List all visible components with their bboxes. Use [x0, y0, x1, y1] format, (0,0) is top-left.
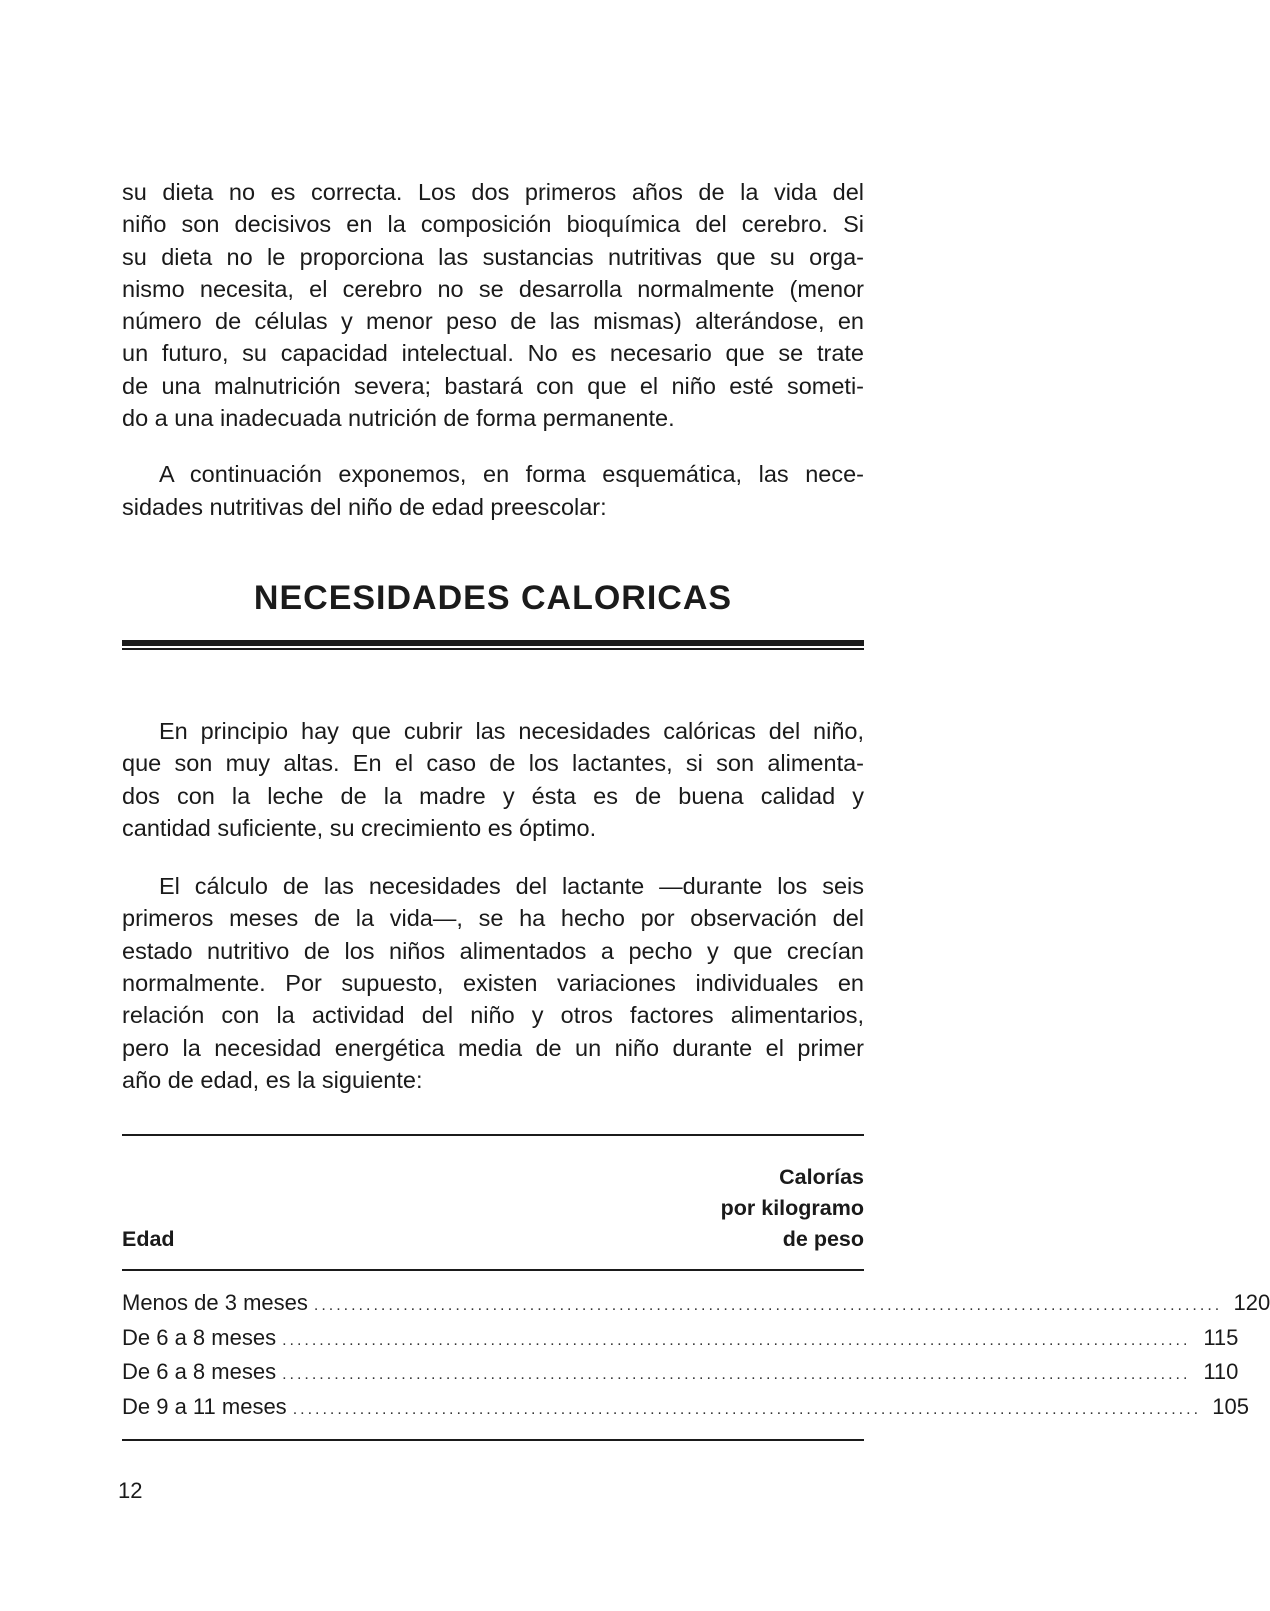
row-label: Menos de 3 meses [122, 1290, 308, 1316]
row-value: 120 [1233, 1290, 1270, 1316]
section-heading: NECESIDADES CALORICAS [253, 578, 733, 617]
table-body [122, 1271, 1270, 1439]
header-calorias-line: Calorías [779, 1165, 864, 1190]
paragraph-line: estado nutritivo de los niños alimentados a pecho y que crecían [122, 937, 864, 964]
table-row [122, 1322, 1239, 1357]
paragraph-line: que son muy altas. En el caso de los lactantes, si son alimenta- [122, 750, 864, 777]
leader-dots: .......................................................................................................................... [313, 1297, 1223, 1315]
paragraph-line: año de edad, es la siguiente: [122, 1066, 423, 1093]
paragraph-line: niño son decisivos en la composición bioquímica del cerebro. Si [122, 211, 864, 238]
row-value: 115 [1203, 1324, 1239, 1350]
heading-underline-thin [122, 648, 864, 650]
leader-dots: .......................................................................................................................... [282, 1366, 1191, 1384]
paragraph-line: El cálculo de las necesidades del lactante —durante los seis [159, 873, 864, 900]
table-row [122, 1356, 1239, 1391]
table-bottom-rule [122, 1439, 864, 1441]
page-number: 12 [118, 1478, 143, 1503]
row-label: De 6 a 8 meses [122, 1359, 277, 1385]
header-calorias-line: por kilogramo [720, 1196, 864, 1221]
paragraph-line: cantidad suficiente, su crecimiento es óptimo. [122, 814, 597, 841]
paragraph-line: relación con la actividad del niño y otros factores alimentarios, [122, 1002, 864, 1029]
row-label: De 6 a 8 meses [122, 1324, 277, 1350]
paragraph-line: sidades nutritivas del niño de edad preescolar: [122, 493, 607, 520]
table-row [122, 1391, 1250, 1426]
paragraph-line: dos con la leche de la madre y ésta es de buena calidad y [122, 782, 864, 809]
header-calorias-line: de peso [782, 1227, 864, 1252]
leader-dots: .......................................................................................................................... [282, 1331, 1191, 1349]
row-label: De 9 a 11 meses [122, 1393, 287, 1419]
paragraph-4 [122, 870, 864, 1096]
paragraph-line: primeros meses de la vida—, se ha hecho por observación del [122, 905, 864, 932]
paragraph-line: A continuación exponemos, en forma esquemática, las nece- [159, 461, 864, 488]
table-header [122, 1136, 864, 1269]
paragraph-1 [122, 176, 864, 434]
heading-underline-thick [122, 640, 864, 646]
page-body [122, 176, 1270, 1441]
paragraph-line: normalmente. Por supuesto, existen variaciones individuales en [122, 970, 864, 997]
calories-table [122, 1134, 1270, 1441]
paragraph-line: de una malnutrición severa; bastará con que el niño esté someti- [122, 372, 864, 399]
paragraph-line: su dieta no es correcta. Los dos primeros años de la vida del [122, 179, 864, 205]
paragraph-2 [122, 458, 864, 523]
paragraph-3 [122, 715, 864, 844]
paragraph-line: do a una inadecuada nutrición de forma permanente. [122, 405, 675, 432]
paragraph-line: un futuro, su capacidad intelectual. No es necesario que se trate [122, 340, 864, 367]
table-row [122, 1287, 1270, 1322]
row-value: 110 [1203, 1359, 1239, 1385]
paragraph-line: número de células y menor peso de las mismas) alterándose, en [122, 308, 864, 335]
header-calorias [721, 1162, 864, 1255]
heading-underline [122, 640, 864, 649]
leader-dots: .......................................................................................................................... [292, 1400, 1202, 1418]
paragraph-line: nismo necesita, el cerebro no se desarrolla normalmente (menor [122, 275, 864, 302]
paragraph-line: su dieta no le proporciona las sustancias nutritivas que su orga- [122, 243, 864, 270]
header-edad: Edad [122, 1227, 175, 1252]
row-value: 105 [1212, 1393, 1250, 1419]
paragraph-line: En principio hay que cubrir las necesidades calóricas del niño, [159, 717, 864, 744]
paragraph-line: pero la necesidad energética media de un niño durante el primer [122, 1034, 864, 1061]
